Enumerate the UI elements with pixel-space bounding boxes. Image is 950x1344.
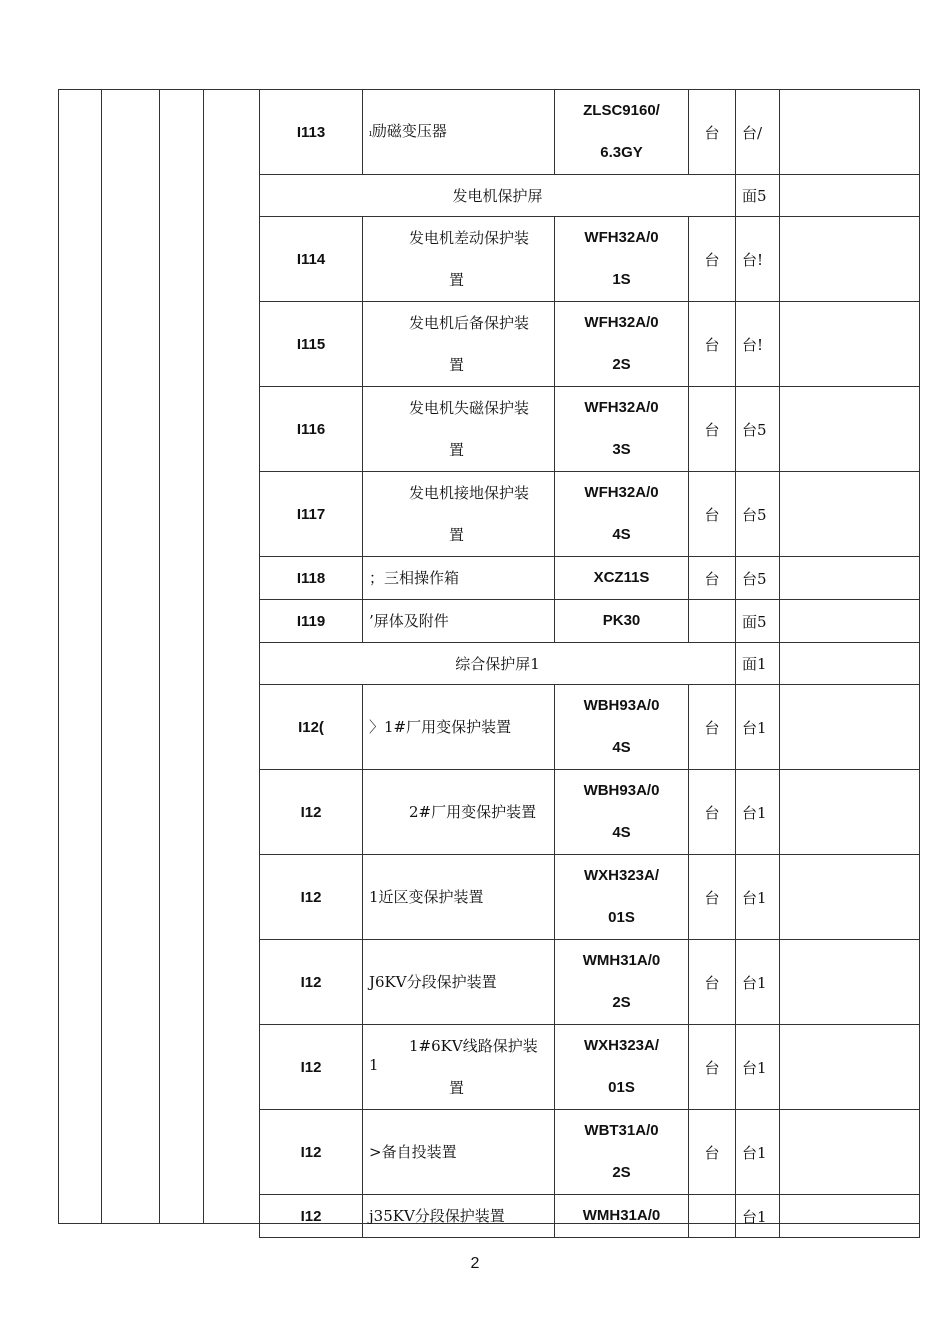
- item-unit: 台: [689, 1025, 736, 1110]
- item-code: I12: [260, 770, 363, 855]
- item-name: 发电机失磁保护装 置: [363, 387, 555, 472]
- item-unit: 台: [689, 685, 736, 770]
- section-row: [260, 643, 920, 685]
- item-name: 发电机接地保护装 置: [363, 472, 555, 557]
- item-model: WXH323A/ 01S: [555, 855, 689, 940]
- item-qty: 台1: [736, 1025, 780, 1110]
- item-unit: 台: [689, 855, 736, 940]
- item-qty: 台!: [736, 302, 780, 387]
- item-code: I12: [260, 1110, 363, 1195]
- item-code: I119: [260, 600, 363, 643]
- equipment-table: [259, 89, 920, 1238]
- item-remark: [780, 557, 920, 600]
- item-model: PK30: [555, 600, 689, 643]
- item-qty: 台5: [736, 387, 780, 472]
- item-name: 〉1#厂用变保护装置: [363, 685, 555, 770]
- item-code: I114: [260, 217, 363, 302]
- section-row: [260, 175, 920, 217]
- item-code: I12: [260, 855, 363, 940]
- section-title: 综合保护屏1: [260, 643, 736, 685]
- item-name: 发电机后备保护装 置: [363, 302, 555, 387]
- item-remark: [780, 940, 920, 1025]
- item-name: 发电机差动保护装 置: [363, 217, 555, 302]
- item-code: I12: [260, 1195, 363, 1238]
- item-name: 2#厂用变保护装置: [363, 770, 555, 855]
- item-unit: 台: [689, 940, 736, 1025]
- item-code: I12: [260, 940, 363, 1025]
- item-model: WBH93A/0 4S: [555, 770, 689, 855]
- item-remark: [780, 855, 920, 940]
- item-remark: [780, 643, 920, 685]
- item-unit: 台: [689, 302, 736, 387]
- item-remark: [780, 685, 920, 770]
- item-code: I117: [260, 472, 363, 557]
- table-row: [260, 940, 920, 1025]
- item-code: I12: [260, 1025, 363, 1110]
- item-qty: 台1: [736, 685, 780, 770]
- item-qty: 台1: [736, 855, 780, 940]
- item-qty: 台5: [736, 557, 780, 600]
- item-qty: 台1: [736, 770, 780, 855]
- item-code: I12(: [260, 685, 363, 770]
- item-code: I118: [260, 557, 363, 600]
- table-frame: [58, 89, 919, 1226]
- table-row: [260, 217, 920, 302]
- item-qty: 台1: [736, 1110, 780, 1195]
- item-model: WMH31A/0: [555, 1195, 689, 1238]
- item-qty: 台1: [736, 1195, 780, 1238]
- item-unit: 台: [689, 387, 736, 472]
- item-qty: 台5: [736, 472, 780, 557]
- item-model: WFH32A/0 3S: [555, 387, 689, 472]
- item-remark: [780, 302, 920, 387]
- item-code: I116: [260, 387, 363, 472]
- item-model: WFH32A/0 4S: [555, 472, 689, 557]
- item-name: j35KV分段保护装置: [363, 1195, 555, 1238]
- item-remark: [780, 90, 920, 175]
- table-row: [260, 90, 920, 175]
- table-row: [260, 1110, 920, 1195]
- item-remark: [780, 1195, 920, 1238]
- table-row: [260, 387, 920, 472]
- table-row: [260, 685, 920, 770]
- item-model: WFH32A/0 1S: [555, 217, 689, 302]
- item-model: ZLSC9160/ 6.3GY: [555, 90, 689, 175]
- item-model: WMH31A/0 2S: [555, 940, 689, 1025]
- item-code: I113: [260, 90, 363, 175]
- item-unit: 台: [689, 557, 736, 600]
- item-unit: 台: [689, 472, 736, 557]
- item-name: >备自投装置: [363, 1110, 555, 1195]
- item-unit: 台: [689, 90, 736, 175]
- item-remark: [780, 387, 920, 472]
- item-remark: [780, 1025, 920, 1110]
- item-model: XCZ11S: [555, 557, 689, 600]
- column-divider: [101, 89, 102, 1223]
- item-unit: 台: [689, 770, 736, 855]
- item-qty: 台!: [736, 217, 780, 302]
- item-qty: 台1: [736, 940, 780, 1025]
- item-remark: [780, 472, 920, 557]
- item-remark: [780, 1110, 920, 1195]
- column-divider: [203, 89, 204, 1223]
- item-name: 1#6KV线路保护装 1 置: [363, 1025, 555, 1110]
- table-row: [260, 472, 920, 557]
- item-unit: [689, 1195, 736, 1238]
- item-unit: 台: [689, 217, 736, 302]
- table-row: [260, 302, 920, 387]
- item-qty: 台/: [736, 90, 780, 175]
- column-divider: [159, 89, 160, 1223]
- item-remark: [780, 175, 920, 217]
- item-unit: 台: [689, 1110, 736, 1195]
- item-name: ；三相操作箱: [363, 557, 555, 600]
- item-model: WXH323A/ 01S: [555, 1025, 689, 1110]
- item-model: WFH32A/0 2S: [555, 302, 689, 387]
- section-title: 发电机保护屏: [260, 175, 736, 217]
- table-row: [260, 557, 920, 600]
- item-name: 1近区变保护装置: [363, 855, 555, 940]
- item-qty: 面1: [736, 643, 780, 685]
- item-model: WBH93A/0 4S: [555, 685, 689, 770]
- item-model: WBT31A/0 2S: [555, 1110, 689, 1195]
- table-row: [260, 600, 920, 643]
- table-row: [260, 1025, 920, 1110]
- item-unit: [689, 600, 736, 643]
- item-qty: 面5: [736, 175, 780, 217]
- item-remark: [780, 600, 920, 643]
- item-qty: 面5: [736, 600, 780, 643]
- table-row: [260, 770, 920, 855]
- item-name: ’屏体及附件: [363, 600, 555, 643]
- item-remark: [780, 770, 920, 855]
- table-row: [260, 1195, 920, 1238]
- item-remark: [780, 217, 920, 302]
- table-row: [260, 855, 920, 940]
- page-number: 2: [470, 1255, 480, 1272]
- item-code: I115: [260, 302, 363, 387]
- item-name: ı励磁变压器: [363, 90, 555, 175]
- item-name: J6KV分段保护装置: [363, 940, 555, 1025]
